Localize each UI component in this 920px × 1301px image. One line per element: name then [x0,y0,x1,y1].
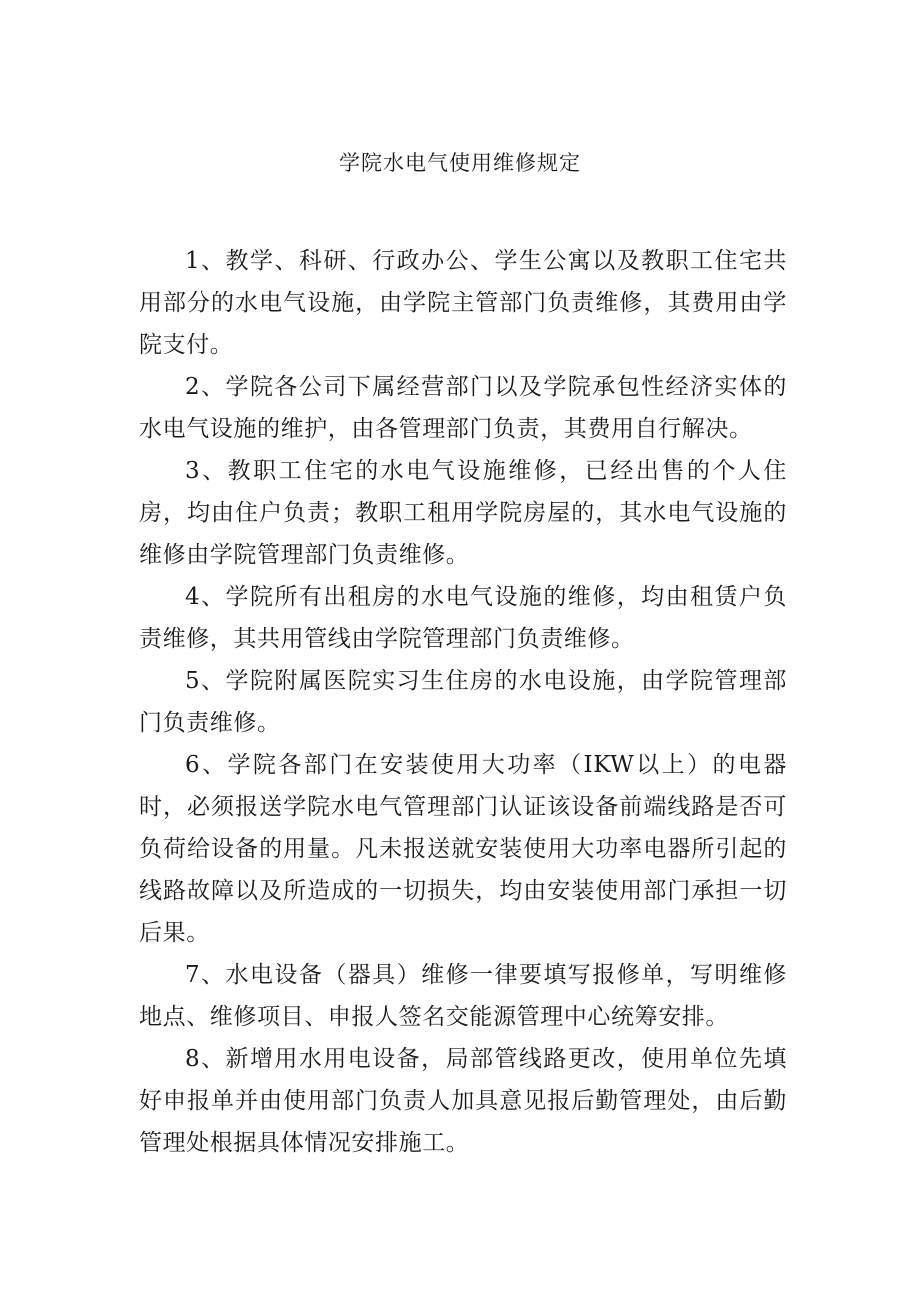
document-title: 学院水电气使用维修规定 [339,151,581,175]
clause-7: 7、水电设备（器具）维修一律要填写报修单，写明维修地点、维修项目、申报人签名交能源管理中心统筹安排。 [139,962,787,1030]
clause-1: 1、教学、科研、行政办公、学生公寓以及教职工住宅共用部分的水电气设施，由学院主管部门负责维修，其费用由学院支付。 [139,248,787,358]
clause-5: 5、学院附属医院实习生住房的水电设施，由学院管理部门负责维修。 [139,668,787,736]
clause-8: 8、新增用水用电设备，局部管线路更改，使用单位先填好申报单并由使用部门负责人加具意见报后勤管理处，由后勤管理处根据具体情况安排施工。 [139,1046,787,1156]
clause-2: 2、学院各公司下属经营部门以及学院承包性经济实体的水电气设施的维护，由各管理部门负责，其费用自行解决。 [139,374,787,442]
clause-4: 4、学院所有出租房的水电气设施的维修，均由租赁户负责维修，其共用管线由学院管理部门负责维修。 [139,584,787,652]
clause-6: 6、学院各部门在安装使用大功率（IKW以上）的电器时，必须报送学院水电气管理部门认证该设备前端线路是否可负荷给设备的用量。凡未报送就安装使用大功率电器所引起的线路故障以及所造成的一切损失，均由安装使用部门承担一切后果。 [139,752,787,946]
document-body [139,240,787,1164]
clause-3: 3、教职工住宅的水电气设施维修，已经出售的个人住房，均由住户负责；教职工租用学院房屋的，其水电气设施的维修由学院管理部门负责维修。 [139,458,787,568]
